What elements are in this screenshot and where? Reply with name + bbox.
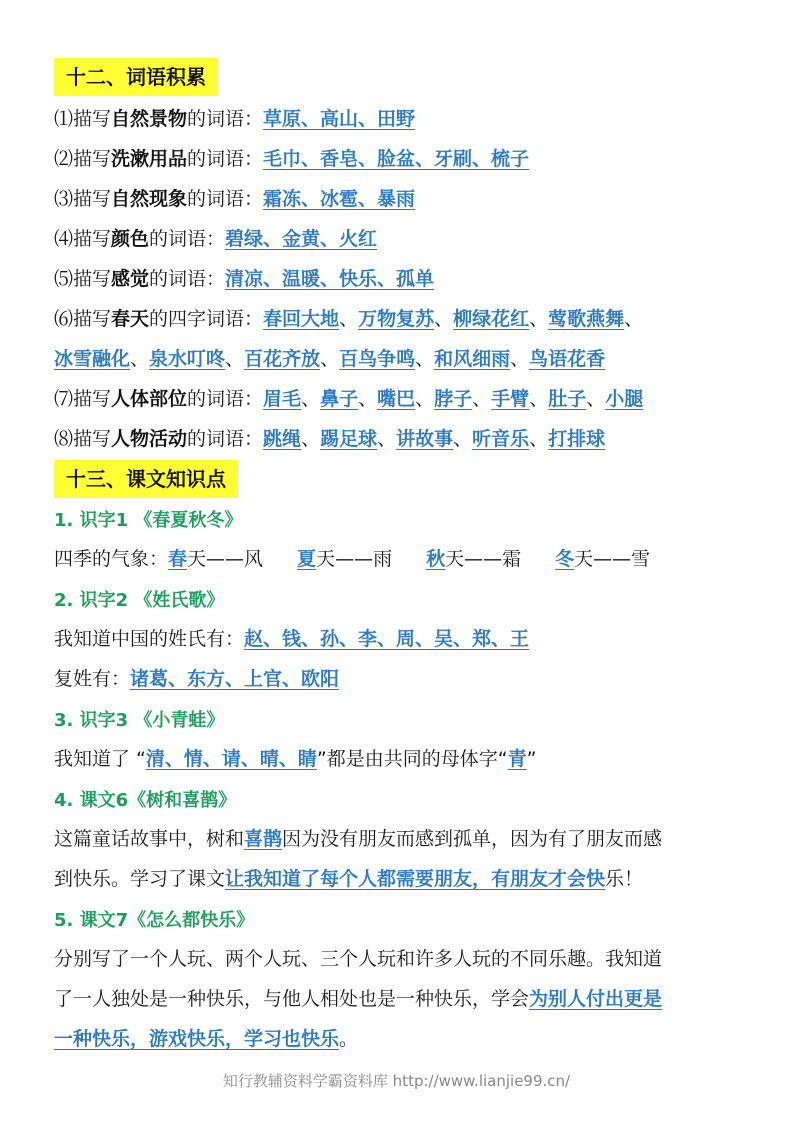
vocab-item-6-line-1: ⑹描写春天的四字词语：春回大地、万物复苏、柳绿花红、莺歌燕舞、 (54, 308, 644, 330)
vocab-item-4: ⑷描写颜色的词语：碧绿、金黄、火红 (54, 228, 378, 250)
vocab-item-1: ⑴描写自然景物的词语：草原、高山、田野 (54, 108, 416, 130)
lesson-1-title: 1. 识字1 《春夏秋冬》 (54, 510, 243, 531)
lesson-4-text-line-1: 这篇童话故事中，树和喜鹊因为没有朋友而感到孤单，因为有了朋友而感 (54, 828, 663, 850)
lesson-3-title: 3. 识字3 《小青蛙》 (54, 710, 225, 731)
lesson-2-compound-surnames: 复姓有：诸葛、东方、上官、欧阳 (54, 668, 340, 690)
lesson-2-surnames: 我知道中国的姓氏有：赵、钱、孙、李、周、吴、郑、王 (54, 628, 530, 650)
footer-watermark: 知行教辅资料学霸资料库 http://www.lianjie99.cn/ (222, 1072, 571, 1090)
lesson-2-title: 2. 识字2 《姓氏歌》 (54, 590, 225, 611)
lesson-5-text-line-3: 一种快乐，游戏快乐，学习也快乐。 (54, 1028, 359, 1050)
lesson-5-text-line-2: 了一人独处是一种快乐，与他人相处也是一种快乐，学会为别人付出更是 (54, 988, 663, 1010)
lesson-3-text: 我知道了 “清、情、请、晴、睛”都是由共同的母体字“青” (54, 748, 537, 770)
section-13-heading: 十三、课文知识点 (54, 460, 238, 498)
vocab-item-3: ⑶描写自然现象的词语：霜冻、冰雹、暴雨 (54, 188, 416, 210)
lesson-4-title: 4. 课文6《树和喜鹊》 (54, 790, 237, 811)
vocab-item-2: ⑵描写洗漱用品的词语：毛巾、香皂、脸盆、牙刷、梳子 (54, 148, 530, 170)
lesson-5-text-line-1: 分别写了一个人玩、两个人玩、三个人玩和许多人玩的不同乐趣。我知道 (54, 948, 663, 970)
section-12-heading: 十二、词语积累 (54, 58, 218, 96)
lesson-1-seasons: 四季的气象：春天——风 夏天——雨 秋天——霜 冬天——雪 (54, 548, 651, 570)
vocab-item-8: ⑻描写人物活动的词语：跳绳、踢足球、讲故事、听音乐、打排球 (54, 428, 606, 450)
vocab-item-5: ⑸描写感觉的词语：清凉、温暖、快乐、孤单 (54, 268, 435, 290)
lesson-5-title: 5. 课文7《怎么都快乐》 (54, 910, 255, 931)
vocab-item-6-line-2: 冰雪融化、泉水叮咚、百花齐放、百鸟争鸣、和风细雨、鸟语花香 (54, 348, 606, 370)
vocab-item-7: ⑺描写人体部位的词语：眉毛、鼻子、嘴巴、脖子、手臂、肚子、小腿 (54, 388, 644, 410)
lesson-4-text-line-2: 到快乐。学习了课文让我知道了每个人都需要朋友，有朋友才会快乐！ (54, 868, 644, 890)
